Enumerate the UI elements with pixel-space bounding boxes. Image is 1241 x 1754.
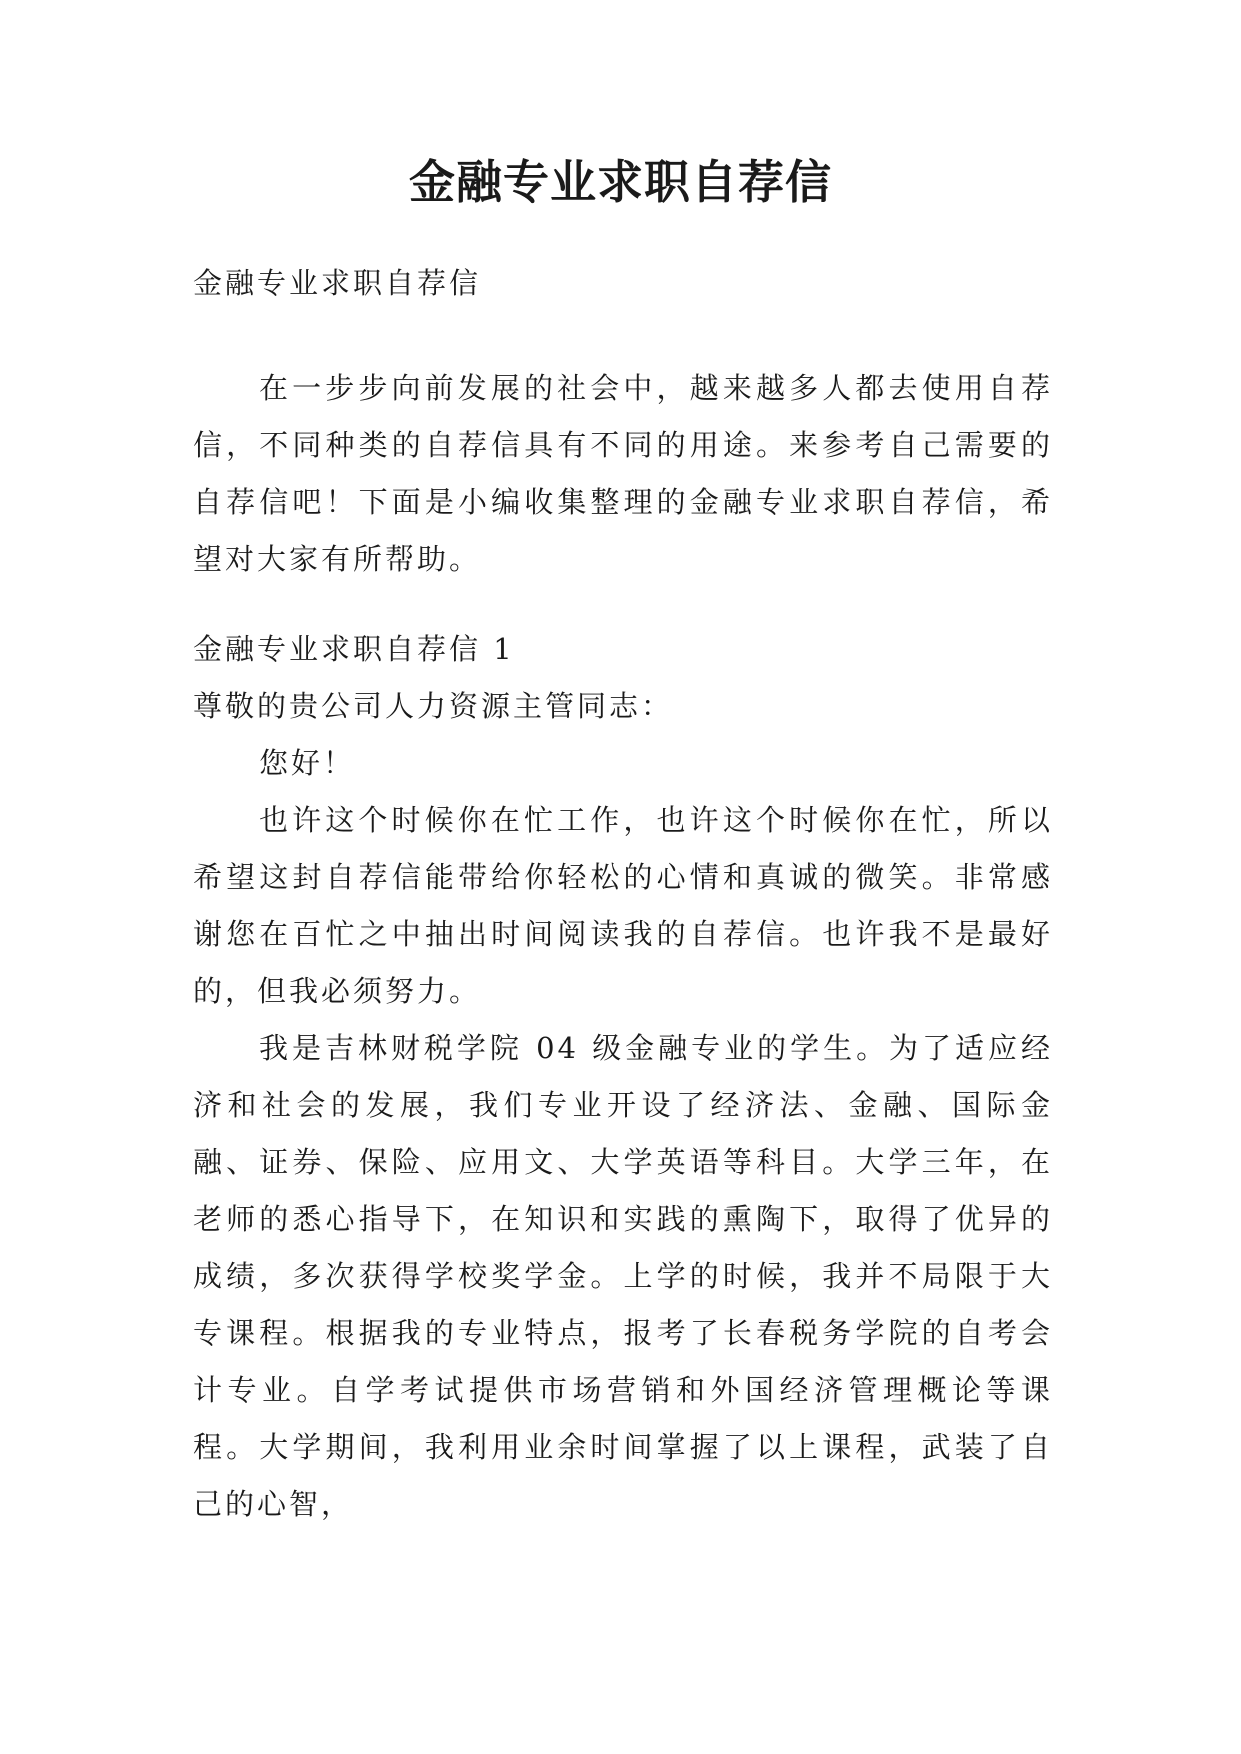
greeting: 您好！ <box>259 746 356 780</box>
subtitle-line <box>193 255 1053 312</box>
intro-paragraph: 在一步步向前发展的社会中，越来越多人都去使用自荐信，不同种类的自荐信具有不同的用途。来参考自己需要的自荐信吧！下面是小编收集整理的金融专业求职自荐信，希望对大家有所帮助。 <box>193 371 1053 576</box>
letter-paragraph-2: 我是吉林财税学院 04 级金融专业的学生。为了适应经济和社会的发展，我们专业开设了经济法、金融、国际金融、证券、保险、应用文、大学英语等科目。大学三年，在老师的悉心指导下，在知识和实践的熏陶下，取得了优异的成绩，多次获得学校奖学金。上学的时候，我并不局限于大专课程。根据我的专业特点，报考了长春税务学院的自考会计专业。自学考试提供市场营销和外国经济管理概论等课程。大学期间，我利用业余时间掌握了以上课程，武装了自己的心智， <box>193 1031 1053 1521</box>
letter-paragraph-1: 也许这个时候你在忙工作，也许这个时候你在忙，所以希望这封自荐信能带给你轻松的心情和真诚的微笑。非常感谢您在百忙之中抽出时间阅读我的自荐信。也许我不是最好的，但我必须努力。 <box>193 803 1053 1008</box>
document-title: 金融专业求职自荐信 <box>409 155 832 209</box>
section-heading: 金融专业求职自荐信 1 <box>193 632 515 666</box>
intro-block <box>193 360 1053 588</box>
subtitle: 金融专业求职自荐信 <box>193 266 482 300</box>
letter-block <box>193 621 1053 1533</box>
salutation: 尊敬的贵公司人力资源主管同志： <box>193 689 674 723</box>
